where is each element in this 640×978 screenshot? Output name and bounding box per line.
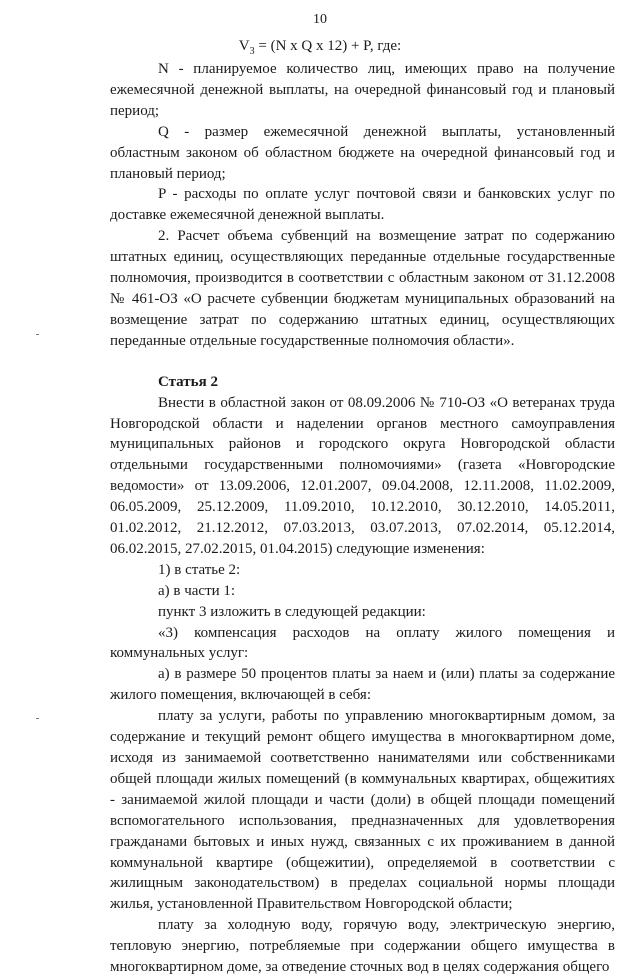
paragraph-utilities-fee: плату за холодную воду, горячую воду, электрическую энергию, тепловую энергию, потребляемые при содержании общего имущества в многоквартирном доме, за отведение сточных вод в целях содержания общего	[110, 917, 615, 976]
formula-rhs: = (N x Q x 12) + P, где:	[254, 38, 402, 54]
margin-mark	[36, 334, 39, 335]
paragraph-point-3-ref: пункт 3 изложить в следующей редакции:	[158, 603, 426, 620]
paragraph-amendment-intro: Внести в областной закон от 08.09.2006 № 710-ОЗ «О ветеранах труда Новгородской области и наделении органов местного самоуправления муниципальных районов и городского округа Новгородской области отдельными государственными полномочиями» (газета «Новгородские ведомости» от 13.09.2006, 12.01.2007, 09.04.2008, 12.11.2008, 11.02.2009, 06.05.2009, 25.12.2009, 11.09.2010, 10.12.2010, 30.12.2010, 14.05.2011, 01.02.2012, 21.12.2012, 07.03.2013, 03.07.2013, 07.02.2014, 05.12.2014, 06.02.2015, 27.02.2015, 01.04.2015) следующие изменения:	[110, 394, 615, 557]
paragraph-part-1-ref: а) в части 1:	[158, 582, 236, 599]
paragraph-management-fee: плату за услуги, работы по управлению многоквартирным домом, за содержание и текущий ремонт общего имущества в многоквартирном доме, исходя из занимаемой соответственно нанимателями или собственниками общей площади жилых помещений (в коммунальных квартирах, общежитиях - занимаемой жилой площади и части (доли) в общей площади помещений вспомогательного использования, предназначенных для удовлетворения гражданами бытовых и иных нужд, связанных с их проживанием в данной коммунальной квартире (общежитии), определяемой в соответствии с жилищным законодательством) в пределах социальной нормы площади жилья, установленной Правительством Новгородской области;	[110, 708, 615, 913]
margin-mark	[36, 718, 39, 719]
document-body	[110, 59, 615, 978]
formula-lhs: V	[238, 38, 250, 54]
paragraph-q-definition: Q - размер ежемесячной денежной выплаты, установленный областным законом об областном бюджете на очередной финансовый год и плановый период;	[110, 123, 615, 182]
article-heading: Статья 2	[158, 373, 218, 390]
paragraph-n-definition: N - планируемое количество лиц, имеющих право на получение ежемесячной денежной выплаты, на очередной финансовый год и плановый период;	[110, 61, 615, 119]
paragraph-article-2-ref: 1) в статье 2:	[158, 561, 241, 578]
formula-subscript: 3	[249, 46, 255, 57]
paragraph-point-3-text: «3) компенсация расходов на оплату жилого помещения и коммунальных услуг:	[110, 624, 615, 662]
paragraph-subpoint-a: а) в размере 50 процентов платы за наем и (или) платы за содержание жилого помещения, включающей в себя:	[110, 666, 615, 704]
formula	[0, 38, 640, 57]
paragraph-p-definition: P - расходы по оплате услуг почтовой связи и банковских услуг по доставке ежемесячной денежной выплаты.	[110, 186, 615, 224]
page-number: 10	[313, 12, 327, 27]
paragraph-item-2: 2. Расчет объема субвенций на возмещение затрат по содержанию штатных единиц, осуществляющих переданные отдельные государственные полномочия, производится в соответствии с областным законом от 31.12.2008 № 461-ОЗ «О расчете субвенции бюджетам муниципальных образований на возмещение затрат по содержанию штатных единиц, осуществляющих переданные отдельные государственные полномочия области».	[110, 228, 615, 349]
